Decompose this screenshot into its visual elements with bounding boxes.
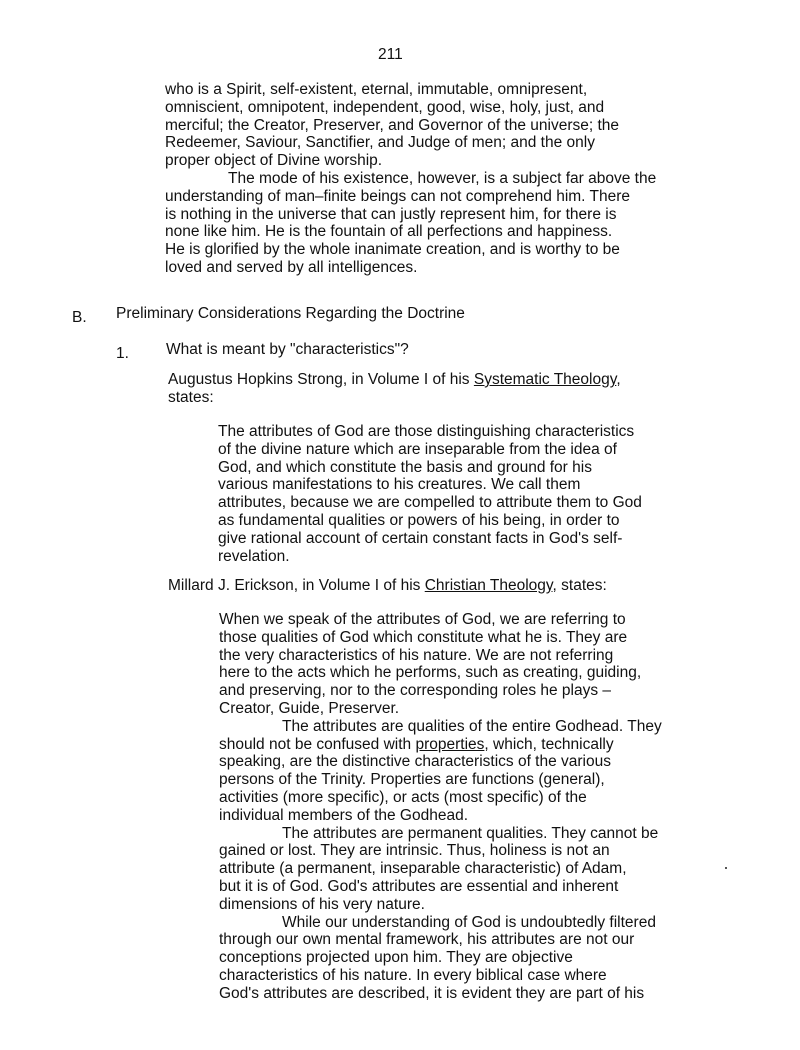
section-letter: B. <box>72 309 87 326</box>
text-line: merciful; the Creator, Preserver, and Governor of the universe; the <box>165 116 620 134</box>
quote-line: attributes, because we are compelled to attribute them to God <box>218 494 642 512</box>
item-title: What is meant by "characteristics"? <box>166 341 409 358</box>
quote-line: persons of the Trinity. Properties are functions (general), <box>219 771 605 789</box>
quote-line: various manifestations to his creatures. We call them <box>218 476 581 494</box>
quote-line: activities (more specific), or acts (most specific) of the <box>219 788 587 806</box>
text-span: The attributes are permanent qualities. They cannot be <box>282 824 659 842</box>
text-line: proper object of Divine worship. <box>165 152 383 170</box>
quote-line: speaking, are the distinctive characteristics of the various <box>219 753 611 771</box>
quote-line: attribute (a permanent, inseparable characteristic) of Adam, <box>219 860 627 878</box>
quote-line: dimensions of his very nature. <box>219 895 425 913</box>
text-line: who is a Spirit, self-existent, eternal, immutable, omnipresent, <box>165 81 588 98</box>
strong-intro <box>168 371 621 407</box>
quote-line: gained or lost. They are intrinsic. Thus, holiness is not an <box>219 842 610 860</box>
quote-line: of the divine nature which are inseparable from the idea of <box>218 440 617 458</box>
text-line: states: <box>168 388 214 406</box>
quote-line: Creator, Guide, Preserver. <box>219 699 400 717</box>
text-line: loved and served by all intelligences. <box>165 258 418 276</box>
text-span: The mode of his existence, however, is a subject far above the <box>228 169 657 187</box>
quote-line: through our own mental framework, his attributes are not our <box>219 931 635 949</box>
text-span: Augustus Hopkins Strong, in Volume I of his <box>168 371 474 388</box>
quote-line: God, and which constitute the basis and ground for his <box>218 458 592 476</box>
item-number: 1. <box>116 345 129 362</box>
text-line: is nothing in the universe that can justly represent him, for there is <box>165 205 617 223</box>
intro-text <box>165 81 656 277</box>
text-line: Redeemer, Saviour, Sanctifier, and Judge of men; and the only <box>165 134 595 152</box>
quote-line: as fundamental qualities or powers of his being, in order to <box>218 511 620 529</box>
text-line <box>165 170 656 188</box>
book-title: Systematic Theology <box>473 371 617 388</box>
strong-quote <box>218 423 642 565</box>
quote-line: here to the acts which he performs, such as creating, guiding, <box>219 664 642 682</box>
text-line <box>168 371 621 389</box>
quote-line <box>219 718 662 736</box>
section-title: Preliminary Considerations Regarding the Doctrine <box>116 305 465 322</box>
book-title: Christian Theology <box>424 577 553 594</box>
quote-line <box>219 825 662 843</box>
quote-line: conceptions projected upon him. They are objective <box>219 949 573 967</box>
text-span: should not be confused with <box>219 735 416 753</box>
quote-line: the very characteristics of his nature. We are not referring <box>219 646 614 664</box>
text-line: understanding of man–finite beings can not comprehend him. There <box>165 187 631 205</box>
quote-line: individual members of the Godhead. <box>219 806 469 824</box>
text-line <box>168 577 607 595</box>
quote-line: revelation. <box>218 547 290 565</box>
quote-line: but it is of God. God's attributes are essential and inherent <box>219 877 619 895</box>
text-span: Millard J. Erickson, in Volume I of his <box>168 577 425 594</box>
text-span: , <box>616 371 621 388</box>
quote-line: The attributes of God are those distinguishing characteristics <box>218 423 635 440</box>
quote-line <box>219 736 662 754</box>
text-line: He is glorified by the whole inanimate creation, and is worthy to be <box>165 241 620 259</box>
erickson-quote <box>219 611 662 1003</box>
quote-line: characteristics of his nature. In every biblical case where <box>219 966 607 984</box>
text-span: While our understanding of God is undoubtedly filtered <box>282 913 656 931</box>
text-line: omniscient, omnipotent, independent, good, wise, holy, just, and <box>165 98 605 116</box>
scan-speck <box>725 867 727 869</box>
erickson-intro <box>168 577 607 595</box>
page-number: 211 <box>378 46 403 63</box>
text-line: none like him. He is the fountain of all perfections and happiness. <box>165 223 613 241</box>
quote-line: give rational account of certain constant facts in God's self- <box>218 529 623 547</box>
quote-line <box>219 914 662 932</box>
text-span: , which, technically <box>484 735 614 753</box>
term-properties: properties <box>415 735 485 753</box>
quote-line: When we speak of the attributes of God, we are referring to <box>219 611 626 628</box>
quote-line: God's attributes are described, it is evident they are part of his <box>219 984 645 1002</box>
text-span: , states: <box>552 577 607 594</box>
text-span: The attributes are qualities of the entire Godhead. They <box>282 717 662 735</box>
quote-line: those qualities of God which constitute what he is. They are <box>219 628 628 646</box>
quote-line: and preserving, nor to the corresponding roles he plays – <box>219 682 612 700</box>
